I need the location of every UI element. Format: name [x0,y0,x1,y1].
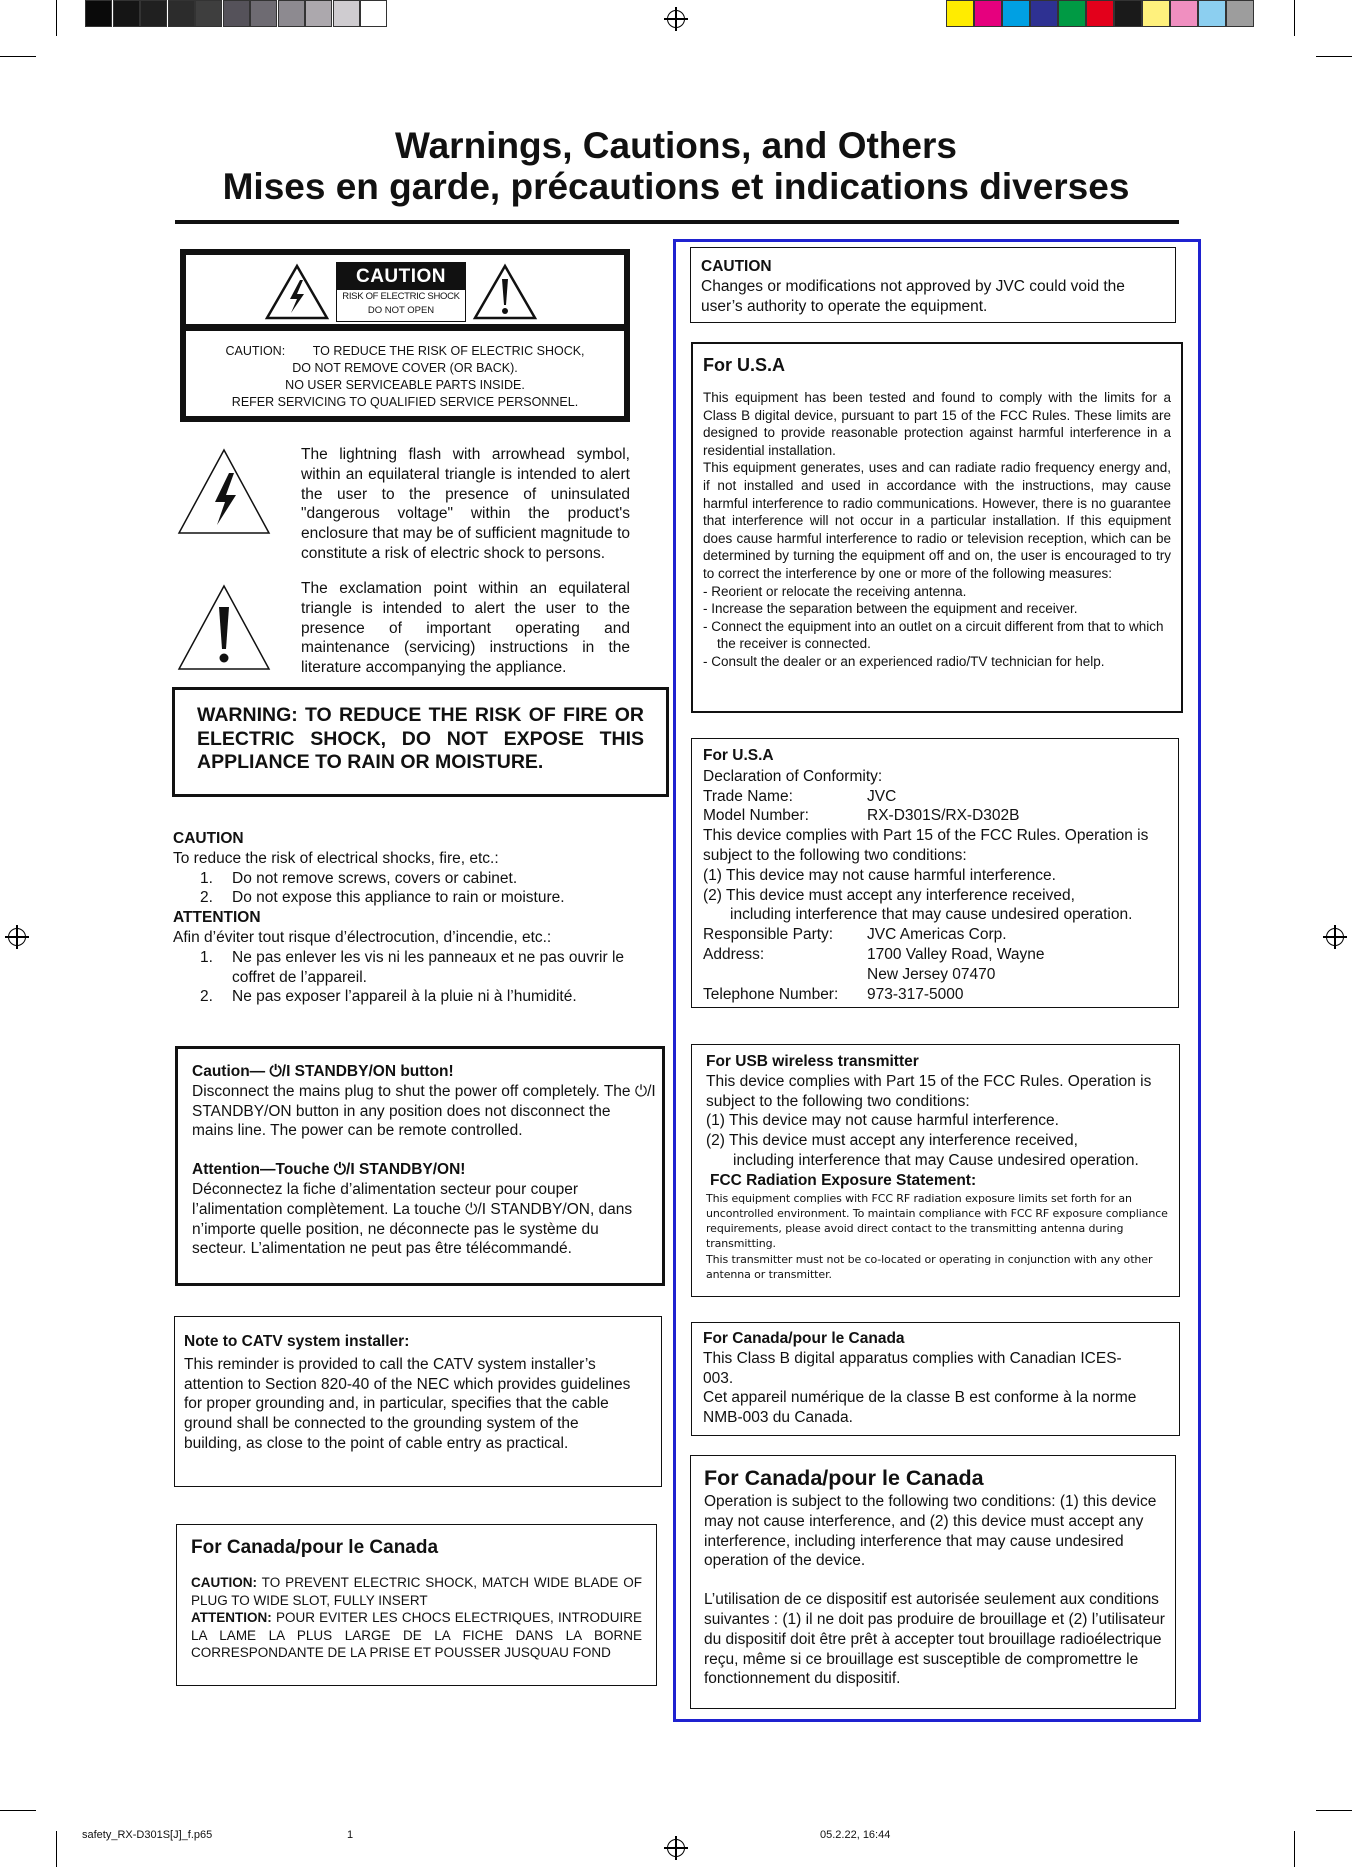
gray-swatch [305,0,332,27]
color-swatch [1030,0,1058,27]
gray-swatch [113,0,140,27]
crop-mark [1294,1831,1295,1867]
color-swatch [1086,0,1114,27]
crop-mark [1316,56,1352,57]
canada-operation-box: For Canada/pour le Canada Operation is subject to the following two conditions: (1) this device may not cause interference, and (2) this device must accept any interference, including interference that may cause undesired operation of the device. L’utilisation de ce dispositif est autorisée seulement aux conditions suivantes : (1) il ne doit pas produire de brouillage et (2) l’utilisateur du dispositif doit être prêt à accepter tout brouillage radioélectrique reçu, même si ce brouillage est susceptible de compromettre le fonctionnement du dispositif. [690,1455,1176,1709]
crop-mark [0,56,36,57]
crop-mark [56,0,57,36]
lightning-triangle-icon [176,447,272,537]
gray-swatch [333,0,360,27]
gray-swatch [168,0,195,27]
title-en: Warnings, Cautions, and Others [395,125,957,166]
standby-body: Disconnect the mains plug to shut the power off completely. The ⏻/I STANDBY/ON button in any position does not disconnect the mains line. The power can be remote controlled. [192,1082,656,1140]
list-item: - Consult the dealer or an experienced radio/TV technician for help. [703,653,1105,669]
power-icon: ⏻ [269,1063,282,1080]
trade-name-row: Trade Name: JVC [703,787,897,805]
exclamation-explanation: The exclamation point within an equilateral triangle is intended to alert the user to the presence of important operating and maintenance (servicing) instructions in the literature accompanying the appliance. [301,580,630,677]
gray-swatch [85,0,112,27]
power-icon: ⏻ [634,1082,648,1100]
conformity-box: For U.S.A Declaration of Conformity: Trade Name: JVC Model Number: RX-D301S/RX-D302B This device complies with Part 15 of the FCC Rules. Operation is subject to the following two conditions: (1) This device may not cause harmful interference. (2) This device must accept any interference received, including interference that may cause undesired operation. Responsible Party: JVC Americas Corp. Address: 1700 Valley Road, Wayne New Jersey 07470 Telephone Number: 973-317-5000 [691,738,1179,1008]
list-item: - Reorient or relocate the receiving antenna. [703,583,967,599]
color-swatch [1170,0,1198,27]
responsible-party-row: Responsible Party: JVC Americas Corp. [703,926,1007,944]
registration-mark-icon [5,925,29,949]
list-item: - Increase the separation between the equipment and receiver. [703,601,1078,617]
color-swatch [1198,0,1226,27]
registration-mark-icon [1323,925,1347,949]
telephone-row: Telephone Number: 973-317-5000 [703,985,964,1003]
list-item: 2. Ne pas exposer l’appareil à la pluie ni à l’humidité. [200,988,577,1006]
registration-mark-icon [664,1836,688,1860]
gray-swatch [278,0,305,27]
usb-transmitter-box: For USB wireless transmitter This device complies with Part 15 of the FCC Rules. Operation is subject to the following two conditions: (1) This device may not cause harmful interference. (2) This device must accept any interference received, including interference that may Cause undesired operation. FCC Radiation Exposure Statement: This equipment complies with FCC RF radiation exposure limits set forth for an uncontrolled environment. To maintain compliance with FCC RF exposure compliance requirements, please avoid direct contact to the transmitting antenna during transmitting. This transmitter must not be co-located or operating in conjunction with any other antenna or transmitter. [691,1044,1180,1297]
crop-mark [1294,0,1295,36]
attention-heading: ATTENTION [173,909,261,927]
list-item: 2. Do not expose this appliance to rain or moisture. [200,889,565,907]
canada-plug-caution: CAUTION: TO PREVENT ELECTRIC SHOCK, MATCH WIDE BLADE OF PLUG TO WIDE SLOT, FULLY INSERT [191,1575,642,1608]
exclamation-triangle-icon [176,583,272,673]
list-item: - Connect the equipment into an outlet on a circuit different from that to which the receiver is connected. [703,618,1164,652]
gray-swatch [250,0,277,27]
catv-heading: Note to CATV system installer: [184,1333,410,1350]
standby-heading: Caution— ⏻/I STANDBY/ON button! [192,1063,454,1080]
gray-swatch [195,0,222,27]
canada-plug-heading: For Canada/pour le Canada [191,1537,439,1558]
list-item: 1. Do not remove screws, covers or cabinet. [200,869,518,887]
color-swatch [1142,0,1170,27]
footer-date: 05.2.22, 16:44 [820,1829,891,1841]
catv-body: This reminder is provided to call the CATV system installer’s attention to Section 820-40 of the NEC which provides guidelines for proper grounding and, in particular, specifies that the cable ground shall be connected to the grounding system of the building, as close to the point of cable entry as practical. [184,1355,631,1452]
address-row: Address: 1700 Valley Road, Wayne [703,945,1045,963]
standby-heading-fr: Attention—Touche ⏻/I STANDBY/ON! [192,1161,466,1179]
lightning-triangle-icon [264,263,330,321]
canada-ices-box: For Canada/pour le Canada This Class B digital apparatus complies with Canadian ICES-003. Cet appareil numérique de la classe B est conforme à la norme NMB-003 du Canada. [691,1322,1180,1436]
caution-label-line: CAUTION: TO REDUCE THE RISK OF ELECTRIC SHOCK, [225,344,585,358]
color-swatch [1226,0,1254,27]
gray-swatch [140,0,167,27]
warning-box: WARNING: TO REDUCE THE RISK OF FIRE OR ELECTRIC SHOCK, DO NOT EXPOSE THIS APPLIANCE TO RAIN OR MOISTURE. [172,687,669,797]
crop-mark [0,1810,36,1811]
color-swatch [946,0,974,27]
title-rule [175,220,1179,224]
color-swatch [1058,0,1086,27]
caution-label-line: DO NOT REMOVE COVER (OR BACK). [292,361,518,375]
crop-mark [1316,1810,1352,1811]
crop-mark [56,1831,57,1867]
address-row: New Jersey 07470 [867,965,996,983]
caution-heading: CAUTION [173,830,244,847]
jvc-caution-box: CAUTION Changes or modifications not approved by JVC could void the user’s authority to operate the equipment. [690,247,1176,323]
title-fr: Mises en garde, précautions et indications diverses [222,166,1130,207]
caution-label-line: REFER SERVICING TO QUALIFIED SERVICE PERSONNEL. [231,395,579,409]
exclamation-triangle-icon [472,263,538,321]
catv-note-box [174,1316,662,1487]
caution-label-line: NO USER SERVICEABLE PARTS INSIDE. [285,378,525,392]
color-swatch [974,0,1002,27]
list-item: 1. Ne pas enlever les vis ni les panneaux et ne pas ouvrir le coffret de l’appareil. [200,948,625,986]
color-swatch [1114,0,1142,27]
gray-swatch [360,0,387,27]
model-number-row: Model Number: RX-D301S/RX-D302B [703,807,1020,825]
lightning-explanation: The lightning flash with arrowhead symbol, within an equilateral triangle is intended to alert the user to the presence of uninsulated "dangerous voltage" within the product's enclosure that may be of sufficient magnitude to constitute a risk of electric shock to persons. [301,446,630,562]
page-title [0,125,1352,207]
gray-swatch [223,0,250,27]
footer-filename: safety_RX-D301S[J]_f.p65 [82,1829,213,1841]
caution-section: CAUTION To reduce the risk of electrical shocks, fire, etc.: 1. Do not remove screws, covers or cabinet. 2. Do not expose this appliance to rain or moisture. ATTENTION Afin d’éviter tout risque d’électrocution, d’incendie, etc.: 1. Ne pas enlever les vis ni les panneaux et ne pas ouvrir le coffret de l’appareil. 2. Ne pas exposer l’appareil à la pluie ni à l’humidité. [173,829,663,1007]
fcc-usa-box: For U.S.A This equipment has been tested and found to comply with the limits for a Class B digital device, pursuant to part 15 of the FCC Rules. These limits are designed to provide reasonable protection against harmful interference in a residential installation. This equipment generates, uses and can radiate radio frequency energy and, if not installed and used in accordance with the instructions, may cause harmful interference to radio communications. However, there is no guarantee that interference will not occur in a particular installation. If this equipment does cause harmful interference to radio or television reception, which can be determined by turning the equipment off and on, the user is encouraged to try to correct the interference by one or more of the following measures: - Reorient or relocate the receiving antenna. - Increase the separation between the equipment and receiver. - Connect the equipment into an outlet on a circuit different from that to which the receiver is connected. - Consult the dealer or an experienced radio/TV technician for help. [691,342,1183,713]
power-icon: ⏻ [465,1200,478,1218]
standby-body-fr: Déconnectez la fiche d’alimentation secteur pour couper l’alimentation complètement. La touche ⏻/I STANDBY/ON, dans n’importe quelle position, ne déconnecte pas le système du secteur. L’alimentation ne peut pas être télécommandé. [192,1180,633,1258]
color-swatch [1002,0,1030,27]
caution-badge: CAUTION RISK OF ELECTRIC SHOCK DO NOT OPEN [336,262,466,322]
canada-plug-box [176,1524,657,1686]
caution-label [180,249,630,422]
standby-caution-box [175,1046,665,1286]
registration-mark-icon [664,7,688,31]
canada-plug-attention: ATTENTION: POUR EVITER LES CHOCS ELECTRIQUES, INTRODUIRE LA LAME LA PLUS LARGE DE LA FICHE DANS LA BORNE CORRESPONDANTE DE LA PRISE ET POUSSER JUSQUAU FOND [191,1610,642,1661]
power-icon: ⏻ [333,1161,347,1179]
footer-page-number: 1 [347,1829,354,1841]
